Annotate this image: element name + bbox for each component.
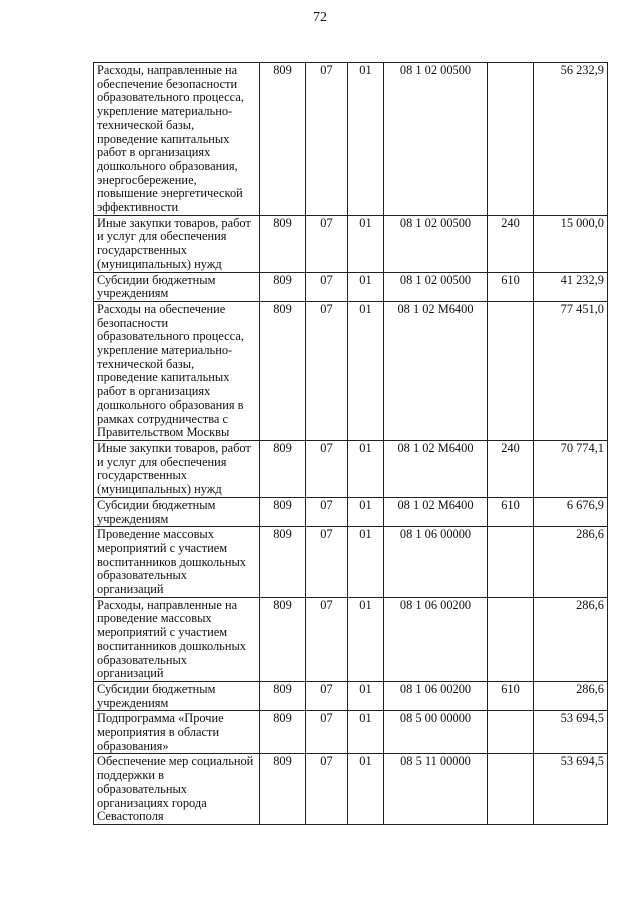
subsection-cell: 01 bbox=[348, 497, 384, 526]
budget-table bbox=[93, 62, 608, 825]
expense-name-cell: Расходы, направленные на проведение массовых мероприятий с участием воспитанников дошкольных образовательных организаций bbox=[94, 597, 260, 681]
amount-cell: 56 232,9 bbox=[534, 63, 608, 216]
subsection-cell: 01 bbox=[348, 63, 384, 216]
target-article-cell: 08 1 06 00200 bbox=[384, 681, 488, 710]
department-code-cell: 809 bbox=[260, 754, 306, 825]
table-row bbox=[94, 711, 608, 754]
target-article-cell: 08 1 02 00500 bbox=[384, 63, 488, 216]
target-article-cell: 08 1 02 М6400 bbox=[384, 497, 488, 526]
section-cell: 07 bbox=[306, 711, 348, 754]
department-code-cell: 809 bbox=[260, 215, 306, 272]
table-row bbox=[94, 754, 608, 825]
section-cell: 07 bbox=[306, 497, 348, 526]
amount-cell: 286,6 bbox=[534, 597, 608, 681]
department-code-cell: 809 bbox=[260, 301, 306, 440]
expense-type-cell: 240 bbox=[488, 440, 534, 497]
expense-name-cell: Обеспечение мер социальной поддержки в образовательных организациях города Севастополя bbox=[94, 754, 260, 825]
expense-type-cell: 240 bbox=[488, 215, 534, 272]
section-cell: 07 bbox=[306, 63, 348, 216]
table-row bbox=[94, 681, 608, 710]
target-article-cell: 08 1 02 М6400 bbox=[384, 301, 488, 440]
amount-cell: 6 676,9 bbox=[534, 497, 608, 526]
section-cell: 07 bbox=[306, 272, 348, 301]
section-cell: 07 bbox=[306, 215, 348, 272]
target-article-cell: 08 5 00 00000 bbox=[384, 711, 488, 754]
subsection-cell: 01 bbox=[348, 754, 384, 825]
table-row bbox=[94, 497, 608, 526]
amount-cell: 286,6 bbox=[534, 681, 608, 710]
page-number: 72 bbox=[313, 10, 327, 25]
expense-name-cell: Иные закупки товаров, работ и услуг для обеспечения государственных (муниципальных) нужд bbox=[94, 440, 260, 497]
expense-type-cell: 610 bbox=[488, 272, 534, 301]
target-article-cell: 08 1 02 00500 bbox=[384, 215, 488, 272]
expense-type-cell: 610 bbox=[488, 497, 534, 526]
subsection-cell: 01 bbox=[348, 440, 384, 497]
target-article-cell: 08 1 02 00500 bbox=[384, 272, 488, 301]
department-code-cell: 809 bbox=[260, 272, 306, 301]
subsection-cell: 01 bbox=[348, 527, 384, 598]
subsection-cell: 01 bbox=[348, 597, 384, 681]
expense-type-cell bbox=[488, 754, 534, 825]
table-row bbox=[94, 215, 608, 272]
expense-name-cell: Субсидии бюджетным учреждениям bbox=[94, 272, 260, 301]
section-cell: 07 bbox=[306, 301, 348, 440]
expense-type-cell bbox=[488, 711, 534, 754]
amount-cell: 77 451,0 bbox=[534, 301, 608, 440]
expense-name-cell: Иные закупки товаров, работ и услуг для обеспечения государственных (муниципальных) нужд bbox=[94, 215, 260, 272]
expense-type-cell bbox=[488, 63, 534, 216]
table-row bbox=[94, 440, 608, 497]
target-article-cell: 08 1 06 00200 bbox=[384, 597, 488, 681]
expense-type-cell bbox=[488, 301, 534, 440]
table-row bbox=[94, 272, 608, 301]
target-article-cell: 08 1 02 М6400 bbox=[384, 440, 488, 497]
department-code-cell: 809 bbox=[260, 440, 306, 497]
subsection-cell: 01 bbox=[348, 272, 384, 301]
subsection-cell: 01 bbox=[348, 301, 384, 440]
amount-cell: 53 694,5 bbox=[534, 754, 608, 825]
section-cell: 07 bbox=[306, 527, 348, 598]
expense-name-cell: Подпрограмма «Прочие мероприятия в области образования» bbox=[94, 711, 260, 754]
table-row bbox=[94, 63, 608, 216]
department-code-cell: 809 bbox=[260, 497, 306, 526]
amount-cell: 41 232,9 bbox=[534, 272, 608, 301]
amount-cell: 70 774,1 bbox=[534, 440, 608, 497]
expense-name-cell: Расходы на обеспечение безопасности образовательного процесса, укрепление материально-технической базы, проведение капитальных работ в организациях дошкольного образования в рамках сотрудничества с Правительством Москвы bbox=[94, 301, 260, 440]
section-cell: 07 bbox=[306, 440, 348, 497]
section-cell: 07 bbox=[306, 681, 348, 710]
amount-cell: 15 000,0 bbox=[534, 215, 608, 272]
table-row bbox=[94, 301, 608, 440]
subsection-cell: 01 bbox=[348, 681, 384, 710]
department-code-cell: 809 bbox=[260, 681, 306, 710]
expense-type-cell bbox=[488, 597, 534, 681]
table-row bbox=[94, 527, 608, 598]
expense-name-cell: Субсидии бюджетным учреждениям bbox=[94, 681, 260, 710]
department-code-cell: 809 bbox=[260, 711, 306, 754]
subsection-cell: 01 bbox=[348, 215, 384, 272]
section-cell: 07 bbox=[306, 754, 348, 825]
target-article-cell: 08 5 11 00000 bbox=[384, 754, 488, 825]
amount-cell: 53 694,5 bbox=[534, 711, 608, 754]
section-cell: 07 bbox=[306, 597, 348, 681]
expense-name-cell: Проведение массовых мероприятий с участием воспитанников дошкольных образовательных организаций bbox=[94, 527, 260, 598]
department-code-cell: 809 bbox=[260, 63, 306, 216]
department-code-cell: 809 bbox=[260, 527, 306, 598]
target-article-cell: 08 1 06 00000 bbox=[384, 527, 488, 598]
expense-name-cell: Расходы, направленные на обеспечение безопасности образовательного процесса, укрепление материально-технической базы, проведение капитальных работ в организациях дошкольного образования, энергосбережение, повышение энергетической эффективности bbox=[94, 63, 260, 216]
expense-name-cell: Субсидии бюджетным учреждениям bbox=[94, 497, 260, 526]
table-row bbox=[94, 597, 608, 681]
expense-type-cell bbox=[488, 527, 534, 598]
expense-type-cell: 610 bbox=[488, 681, 534, 710]
department-code-cell: 809 bbox=[260, 597, 306, 681]
amount-cell: 286,6 bbox=[534, 527, 608, 598]
subsection-cell: 01 bbox=[348, 711, 384, 754]
